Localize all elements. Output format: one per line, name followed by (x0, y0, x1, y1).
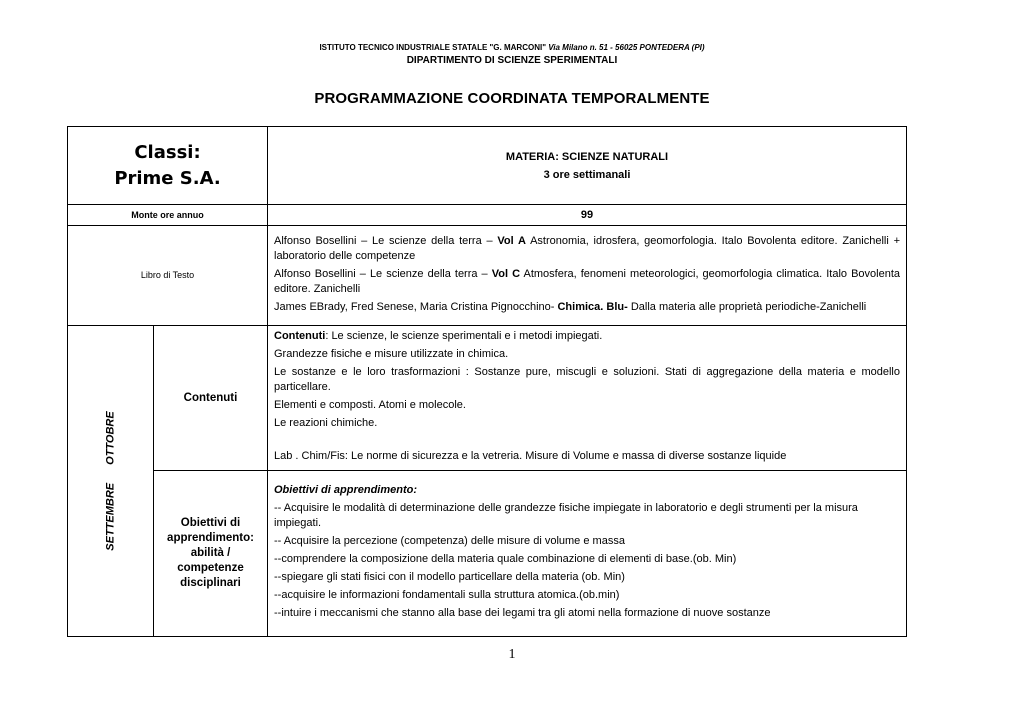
month-settembre: SETTEMBRE (104, 482, 116, 551)
institute-name: ISTITUTO TECNICO INDUSTRIALE STATALE "G. MARCONI" (319, 43, 546, 52)
obiettivi-line: --acquisire le informazioni fondamentali sulla struttura atomica.(ob.min) (274, 589, 620, 601)
contenuti-label: Contenuti (154, 326, 268, 471)
materia-hours: 3 ore settimanali (543, 168, 631, 181)
obiettivi-line: -- Acquisire la percezione (competenza) delle misure di volume e massa (274, 535, 625, 547)
row-monte-ore (68, 205, 907, 226)
institute-header (0, 43, 1024, 52)
row-obiettivi (68, 471, 907, 637)
book-entry: James EBrady, Fred Senese, Maria Cristina Pignocchino- Chimica. Blu- Dalla materia alle proprietà periodiche-Zanichelli (274, 300, 867, 313)
obiettivi-content (268, 471, 907, 637)
programme-table (67, 126, 907, 637)
contenuti-line: Grandezze fisiche e misure utilizzate in chimica. (274, 348, 509, 360)
obiettivi-line: --comprendere la composizione della materia quale combinazione di elementi di base.(ob. Min) (274, 553, 737, 565)
institute-address: Via Milano n. 51 - 56025 PONTEDERA (PI) (548, 43, 705, 52)
row-classi (68, 127, 907, 205)
obiettivi-label: Obiettivi di apprendimento: abilità / competenze disciplinari (154, 471, 268, 637)
classi-label: Classi: (134, 141, 201, 163)
contenuti-line: Elementi e composti. Atomi e molecole. (274, 399, 466, 411)
libro-label: Libro di Testo (68, 226, 268, 326)
contenuti-content (268, 326, 907, 471)
obiettivi-line: -- Acquisire le modalità di determinazione delle grandezze fisiche impiegate in laboratorio e degli strumenti per la misura impiegati. (274, 502, 858, 529)
period-label (103, 411, 118, 550)
contenuti-line: Le reazioni chimiche. (274, 417, 378, 429)
monte-ore-label: Monte ore annuo (68, 205, 268, 226)
obiettivi-line: --intuire i meccanismi che stanno alla base dei legami tra gli atomi nella formazione di nuove sostanze (274, 607, 771, 619)
monte-ore-value: 99 (268, 205, 907, 226)
page-title: PROGRAMMAZIONE COORDINATA TEMPORALMENTE (314, 90, 710, 107)
obiettivi-heading: Obiettivi di apprendimento: (274, 484, 418, 496)
page-number: 1 (508, 647, 516, 662)
contenuti-lab: Lab . Chim/Fis: Le norme di sicurezza e la vetreria. Misure di Volume e massa di diverse sostanze liquide (274, 450, 787, 462)
contenuti-line: Le sostanze e le loro trasformazioni : Sostanze pure, miscugli e soluzioni. Stati di aggregazione della materia e modello particellare. (274, 366, 900, 393)
month-ottobre: OTTOBRE (104, 411, 116, 465)
row-libro (68, 226, 907, 326)
period-cell (68, 326, 154, 637)
materia-subject: MATERIA: SCIENZE NATURALI (505, 150, 669, 163)
classi-cell (68, 127, 268, 205)
book-entry: Alfonso Bosellini – Le scienze della terra – Vol C Atmosfera, fenomeni meteorologici, geomorfologia climatica. Italo Bovolenta editore. Zanichelli (274, 267, 900, 295)
row-contenuti (68, 326, 907, 471)
department-header: DIPARTIMENTO DI SCIENZE SPERIMENTALI (406, 55, 618, 66)
materia-cell (268, 127, 907, 205)
book-entry: Alfonso Bosellini – Le scienze della terra – Vol A Astronomia, idrosfera, geomorfologia. Italo Bovolenta editore. Zanichelli + laboratorio delle competenze (274, 234, 900, 262)
libro-content (268, 226, 907, 326)
contenuti-intro: Contenuti: Le scienze, le scienze sperimentali e i metodi impiegati. (274, 330, 603, 342)
classi-value: Prime S.A. (114, 167, 221, 189)
obiettivi-line: --spiegare gli stati fisici con il modello particellare della materia (ob. Min) (274, 571, 625, 583)
